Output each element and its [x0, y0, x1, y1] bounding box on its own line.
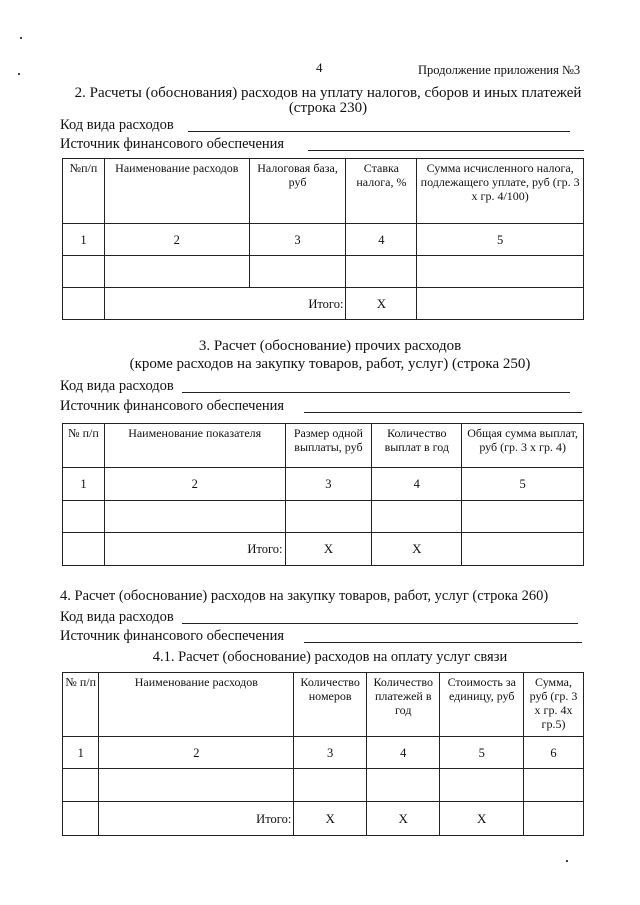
section4-kind-row — [60, 609, 174, 626]
table-cell — [63, 288, 105, 320]
table-cell[interactable] — [440, 769, 524, 802]
section4-subtitle: 4.1. Расчет (обоснование) расходов на оплату услуг связи — [152, 649, 508, 665]
col-number: 5 — [440, 737, 524, 769]
section3-title-line1: 3. Расчет (обоснование) прочих расходов — [198, 338, 462, 354]
col-header: Количество выплат в год — [372, 424, 462, 468]
section2-title — [58, 86, 598, 116]
total-x: Х — [440, 802, 524, 836]
section2-title-line2: (строка 230) — [288, 100, 368, 116]
table-number-row — [63, 224, 584, 256]
col-header: Сумма, руб (гр. 3 х гр. 4х гр.5) — [524, 673, 584, 737]
col-header: Общая сумма выплат, руб (гр. 3 х гр. 4) — [462, 424, 584, 468]
col-header: Количество платежей в год — [367, 673, 440, 737]
col-number: 1 — [63, 224, 105, 256]
table-cell[interactable] — [63, 256, 105, 288]
table-cell[interactable] — [462, 501, 584, 533]
table-cell[interactable] — [524, 769, 584, 802]
section4-source-field[interactable] — [304, 642, 582, 643]
section2-source-row — [60, 136, 284, 153]
table-cell[interactable] — [285, 501, 372, 533]
col-number: 3 — [294, 737, 367, 769]
table-header-row — [63, 159, 584, 224]
table-cell[interactable] — [104, 256, 249, 288]
col-number: 2 — [99, 737, 294, 769]
col-header: №п/п — [63, 159, 105, 224]
col-number: 1 — [63, 468, 105, 501]
col-number: 4 — [367, 737, 440, 769]
table-cell[interactable] — [294, 769, 367, 802]
section4-source-label: Источник финансового обеспечения — [60, 628, 285, 644]
scan-mark — [18, 73, 20, 75]
col-header: Сумма исчисленного налога, подлежащего уплате, руб (гр. 3 х гр. 4/100) — [417, 159, 584, 224]
section4-table — [62, 672, 584, 836]
table-total-row — [63, 288, 584, 320]
section2-table — [62, 158, 584, 320]
section3-source-field[interactable] — [304, 412, 582, 413]
col-header: Стоимость за единицу, руб — [440, 673, 524, 737]
col-number: 4 — [372, 468, 462, 501]
table-number-row — [63, 468, 584, 501]
table-row — [63, 769, 584, 802]
table-cell[interactable] — [63, 501, 105, 533]
col-header: Наименование показателя — [104, 424, 285, 468]
table-cell[interactable] — [63, 769, 99, 802]
section3-title-line2: (кроме расходов на закупку товаров, работ, услуг) (строка 250) — [129, 356, 531, 372]
section3-kind-row — [60, 378, 174, 395]
col-header: Количество номеров — [294, 673, 367, 737]
table-header-row — [63, 673, 584, 737]
table-cell — [63, 533, 105, 566]
col-number: 5 — [462, 468, 584, 501]
total-label: Итого: — [104, 533, 285, 566]
section2-kind-label: Код вида расходов — [60, 117, 174, 133]
table-row — [63, 501, 584, 533]
col-header: Налоговая база, руб — [249, 159, 346, 224]
col-number: 2 — [104, 224, 249, 256]
table-cell[interactable] — [417, 288, 584, 320]
col-number: 5 — [417, 224, 584, 256]
section2-source-label: Источник финансового обеспечения — [60, 136, 285, 152]
col-header: Наименование расходов — [99, 673, 294, 737]
total-x: Х — [367, 802, 440, 836]
col-number: 1 — [63, 737, 99, 769]
table-total-row — [63, 802, 584, 836]
section3-source-label: Источник финансового обеспечения — [60, 398, 285, 414]
table-header-row — [63, 424, 584, 468]
page-number: 4 — [316, 60, 323, 75]
section4-title: 4. Расчет (обоснование) расходов на закупку товаров, работ, услуг (строка 260) — [60, 588, 549, 604]
section2-kind-field[interactable] — [188, 131, 570, 132]
col-number: 6 — [524, 737, 584, 769]
table-cell[interactable] — [372, 501, 462, 533]
table-cell[interactable] — [346, 256, 417, 288]
table-row — [63, 256, 584, 288]
col-number: 4 — [346, 224, 417, 256]
total-x: Х — [285, 533, 372, 566]
col-number: 2 — [104, 468, 285, 501]
scan-mark — [20, 37, 22, 39]
table-cell — [63, 802, 99, 836]
table-cell[interactable] — [367, 769, 440, 802]
table-number-row — [63, 737, 584, 769]
table-total-row — [63, 533, 584, 566]
section4-kind-field[interactable] — [182, 623, 578, 624]
col-header: № п/п — [63, 673, 99, 737]
table-cell[interactable] — [417, 256, 584, 288]
col-number: 3 — [249, 224, 346, 256]
section4-source-row — [60, 628, 284, 645]
section3-kind-label: Код вида расходов — [60, 378, 174, 394]
total-x: Х — [346, 288, 417, 320]
table-cell[interactable] — [99, 769, 294, 802]
total-x: Х — [372, 533, 462, 566]
section2-kind-row — [60, 117, 174, 134]
section3-table — [62, 423, 584, 566]
section2-title-line1: 2. Расчеты (обоснования) расходов на уплату налогов, сборов и иных платежей — [74, 85, 582, 101]
col-header: Наименование расходов — [104, 159, 249, 224]
section3-source-row — [60, 398, 284, 415]
continuation-label: Продолжение приложения №3 — [418, 63, 581, 77]
section3-kind-field[interactable] — [182, 392, 570, 393]
scan-mark — [566, 860, 568, 862]
table-cell[interactable] — [462, 533, 584, 566]
table-cell[interactable] — [104, 501, 285, 533]
col-header: № п/п — [63, 424, 105, 468]
table-cell[interactable] — [524, 802, 584, 836]
total-x: Х — [294, 802, 367, 836]
section4-kind-label: Код вида расходов — [60, 609, 174, 625]
col-header: Размер одной выплаты, руб — [285, 424, 372, 468]
col-number: 3 — [285, 468, 372, 501]
total-label: Итого: — [99, 802, 294, 836]
section2-source-field[interactable] — [308, 150, 584, 151]
table-cell[interactable] — [249, 256, 346, 288]
col-header: Ставка налога, % — [346, 159, 417, 224]
total-label: Итого: — [104, 288, 346, 320]
